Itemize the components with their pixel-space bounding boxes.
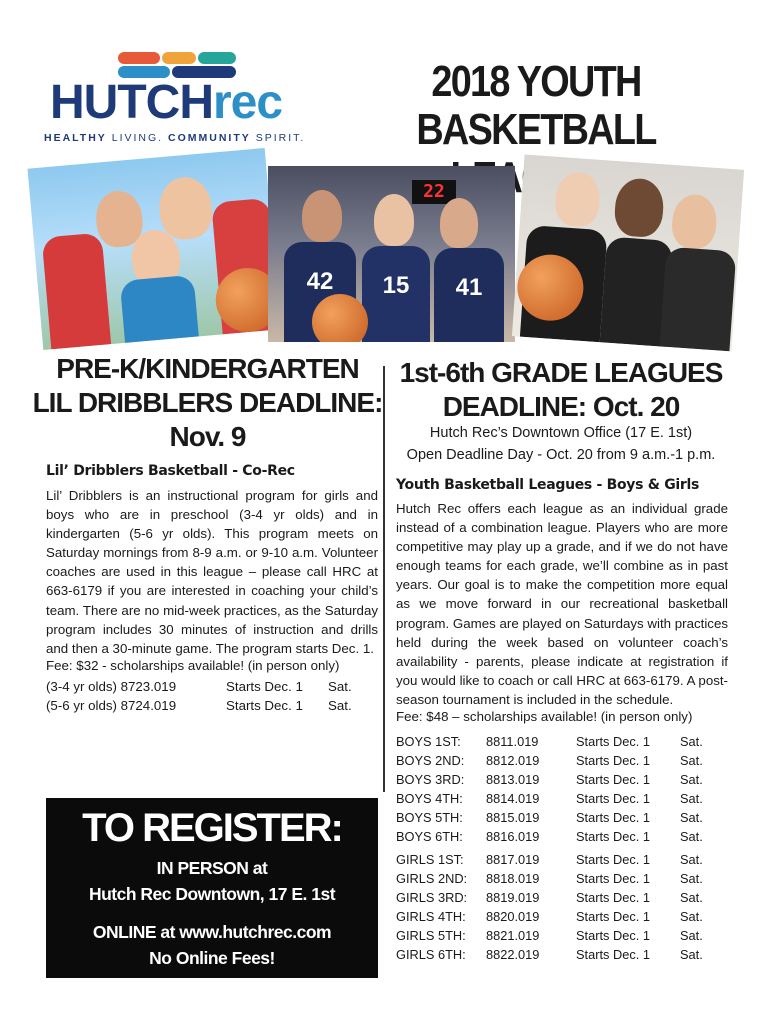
league-code-cell: 8819.019 [486,890,540,905]
league-code-cell: 8818.019 [486,871,540,886]
league-day-cell: Sat. [680,928,703,943]
kid-head [671,193,719,250]
kid-head [374,194,414,246]
league-starts-cell: Starts Dec. 1 [576,791,650,806]
jersey-41: 41 [434,248,504,342]
logo-stripe-red [118,52,160,64]
league-code-cell: 8814.019 [486,791,540,806]
row-starts: Starts Dec. 1 [226,679,303,694]
lil-dribblers-fee: Fee: $32 - scholarships available! (in person only) [46,658,340,673]
tagline-living: LIVING. [111,132,164,144]
league-grade-cell: GIRLS 2ND: [396,871,468,886]
league-day-cell: Sat. [680,753,703,768]
logo-tagline [44,132,305,144]
title-line-1: 2018 YOUTH [431,57,641,106]
kid-shirt [42,233,112,350]
league-day-cell: Sat. [680,890,703,905]
league-starts-cell: Starts Dec. 1 [576,890,650,905]
league-grade-cell: GIRLS 4TH: [396,909,466,924]
league-grade-cell: GIRLS 1ST: [396,852,464,867]
register-no-fees: No Online Fees! [149,948,275,968]
league-grade-cell: BOYS 6TH: [396,829,463,844]
program-label: (3-4 yr olds) 8723.019 [46,679,177,694]
kid-head [157,175,214,241]
league-starts-cell: Starts Dec. 1 [576,829,650,844]
youth-leagues-fee: Fee: $48 – scholarships available! (in person only) [396,709,693,724]
league-code-cell: 8815.019 [486,810,540,825]
right-heading-line-1: 1st-6th GRADE LEAGUES [399,357,723,388]
league-code-cell: 8816.019 [486,829,540,844]
tagline-healthy: HEALTHY [44,132,107,144]
league-day-cell: Sat. [680,947,703,962]
table-row [46,679,176,694]
league-day-cell: Sat. [680,871,703,886]
league-code-cell: 8820.019 [486,909,540,924]
league-grade-cell: BOYS 1ST: [396,734,461,749]
photo-young-kids [28,148,281,350]
kid-head [554,171,602,228]
youth-leagues-subheading: Youth Basketball Leagues - Boys & Girls [396,477,700,493]
league-starts-cell: Starts Dec. 1 [576,753,650,768]
league-grade-cell: BOYS 3RD: [396,772,465,787]
league-code-cell: 8817.019 [486,852,540,867]
jersey-42: 42 [284,242,356,342]
register-in-person: IN PERSON at [156,858,268,878]
league-code-cell: 8821.019 [486,928,540,943]
row-day: Sat. [328,679,352,694]
kid-shirt [120,275,199,343]
league-grade-cell: GIRLS 3RD: [396,890,468,905]
left-heading-line-3: Nov. 9 [169,421,246,452]
left-heading-line-2: LIL DRIBBLERS DEADLINE: [32,387,383,418]
program-label: (5-6 yr olds) 8724.019 [46,698,177,713]
league-code-cell: 8811.019 [486,734,539,749]
league-starts-cell: Starts Dec. 1 [576,852,650,867]
lil-dribblers-description: Lil’ Dribblers is an instructional program for girls and boys who are in preschool (3-4 yr olds) and in kindergarten (5-6 yr olds). This program meets on Saturday mornings from 8-9 a.m. or 9-10 a.m. Volunteer coaches are used in this league – please call HRC at 663-6179 if you are interested in coaching your child’s team. There are no mid-week practices, as the Saturday program includes 30 minutes of instruction and drills and then a 30-minute game. The program starts Dec. 1. [46,488,378,656]
scoreboard: 22 [412,180,456,204]
deadline-day: Open Deadline Day - Oct. 20 from 9 a.m.-1 p.m. [406,447,716,463]
league-day-cell: Sat. [680,829,703,844]
league-day-cell: Sat. [680,734,703,749]
league-grade-cell: BOYS 4TH: [396,791,463,806]
register-online: ONLINE at www.hutchrec.com [92,922,332,942]
league-grade-cell: BOYS 2ND: [396,753,465,768]
league-grade-cell: BOYS 5TH: [396,810,463,825]
league-starts-cell: Starts Dec. 1 [576,909,650,924]
logo-stripe-teal [198,52,236,64]
logo-wordmark [50,76,283,129]
left-heading-line-1: PRE-K/KINDERGARTEN [56,353,359,384]
league-starts-cell: Starts Dec. 1 [576,871,650,886]
league-day-cell: Sat. [680,810,703,825]
register-location: Hutch Rec Downtown, 17 E. 1st [88,884,336,904]
league-starts-cell: Starts Dec. 1 [576,772,650,787]
league-code-cell: 8813.019 [486,772,540,787]
register-box [46,798,378,978]
league-day-cell: Sat. [680,791,703,806]
title-line-2: BASKETBALL [416,105,656,154]
league-grade-cell: GIRLS 6TH: [396,947,466,962]
row-day: Sat. [328,698,352,713]
logo-rec: rec [212,76,283,129]
league-code-cell: 8822.019 [486,947,540,962]
basketball [312,294,368,342]
kid-head [302,190,342,242]
league-day-cell: Sat. [680,772,703,787]
league-day-cell: Sat. [680,852,703,867]
kid-head [440,198,478,248]
row-starts: Starts Dec. 1 [226,698,303,713]
table-row [46,698,176,713]
hutchrec-logo [44,52,309,152]
league-day-cell: Sat. [680,909,703,924]
logo-stripe-orange [162,52,196,64]
photo-girls-team [268,166,515,342]
jersey-15: 15 [362,246,430,342]
lil-dribblers-heading [30,352,385,454]
grade-leagues-heading [388,356,734,424]
youth-leagues-description: Hutch Rec offers each league as an individual grade instead of a combination league. Players who are more competitive may play up a grade, and if we do not have enough teams for each grade, we’ll combine as in past years. Our goal is to make the competition more equal as we move forward in our recreational basketball program. Games are played on Saturdays with practices held during the week based on volunteer coach’s availability - parents, please indicate at registration if you would like to coach or call HRC at 663-6179. A post-season tournament is included in the schedule. [396,501,728,707]
logo-hutch: HUTCH [50,76,213,129]
kid-shirt [660,247,737,352]
league-starts-cell: Starts Dec. 1 [576,734,650,749]
tagline-community: COMMUNITY [168,132,251,144]
kid-head [613,177,665,238]
photo-boys-team [512,155,744,352]
tagline-spirit: SPIRIT. [255,132,306,144]
league-code-cell: 8812.019 [486,753,540,768]
register-title: TO REGISTER: [82,806,342,850]
league-grade-cell: GIRLS 5TH: [396,928,466,943]
lil-dribblers-subheading: Lil’ Dribblers Basketball - Co-Rec [46,463,295,479]
deadline-location: Hutch Rec’s Downtown Office (17 E. 1st) [429,425,693,441]
league-starts-cell: Starts Dec. 1 [576,928,650,943]
league-starts-cell: Starts Dec. 1 [576,810,650,825]
right-heading-line-2: DEADLINE: Oct. 20 [442,391,680,422]
league-starts-cell: Starts Dec. 1 [576,947,650,962]
